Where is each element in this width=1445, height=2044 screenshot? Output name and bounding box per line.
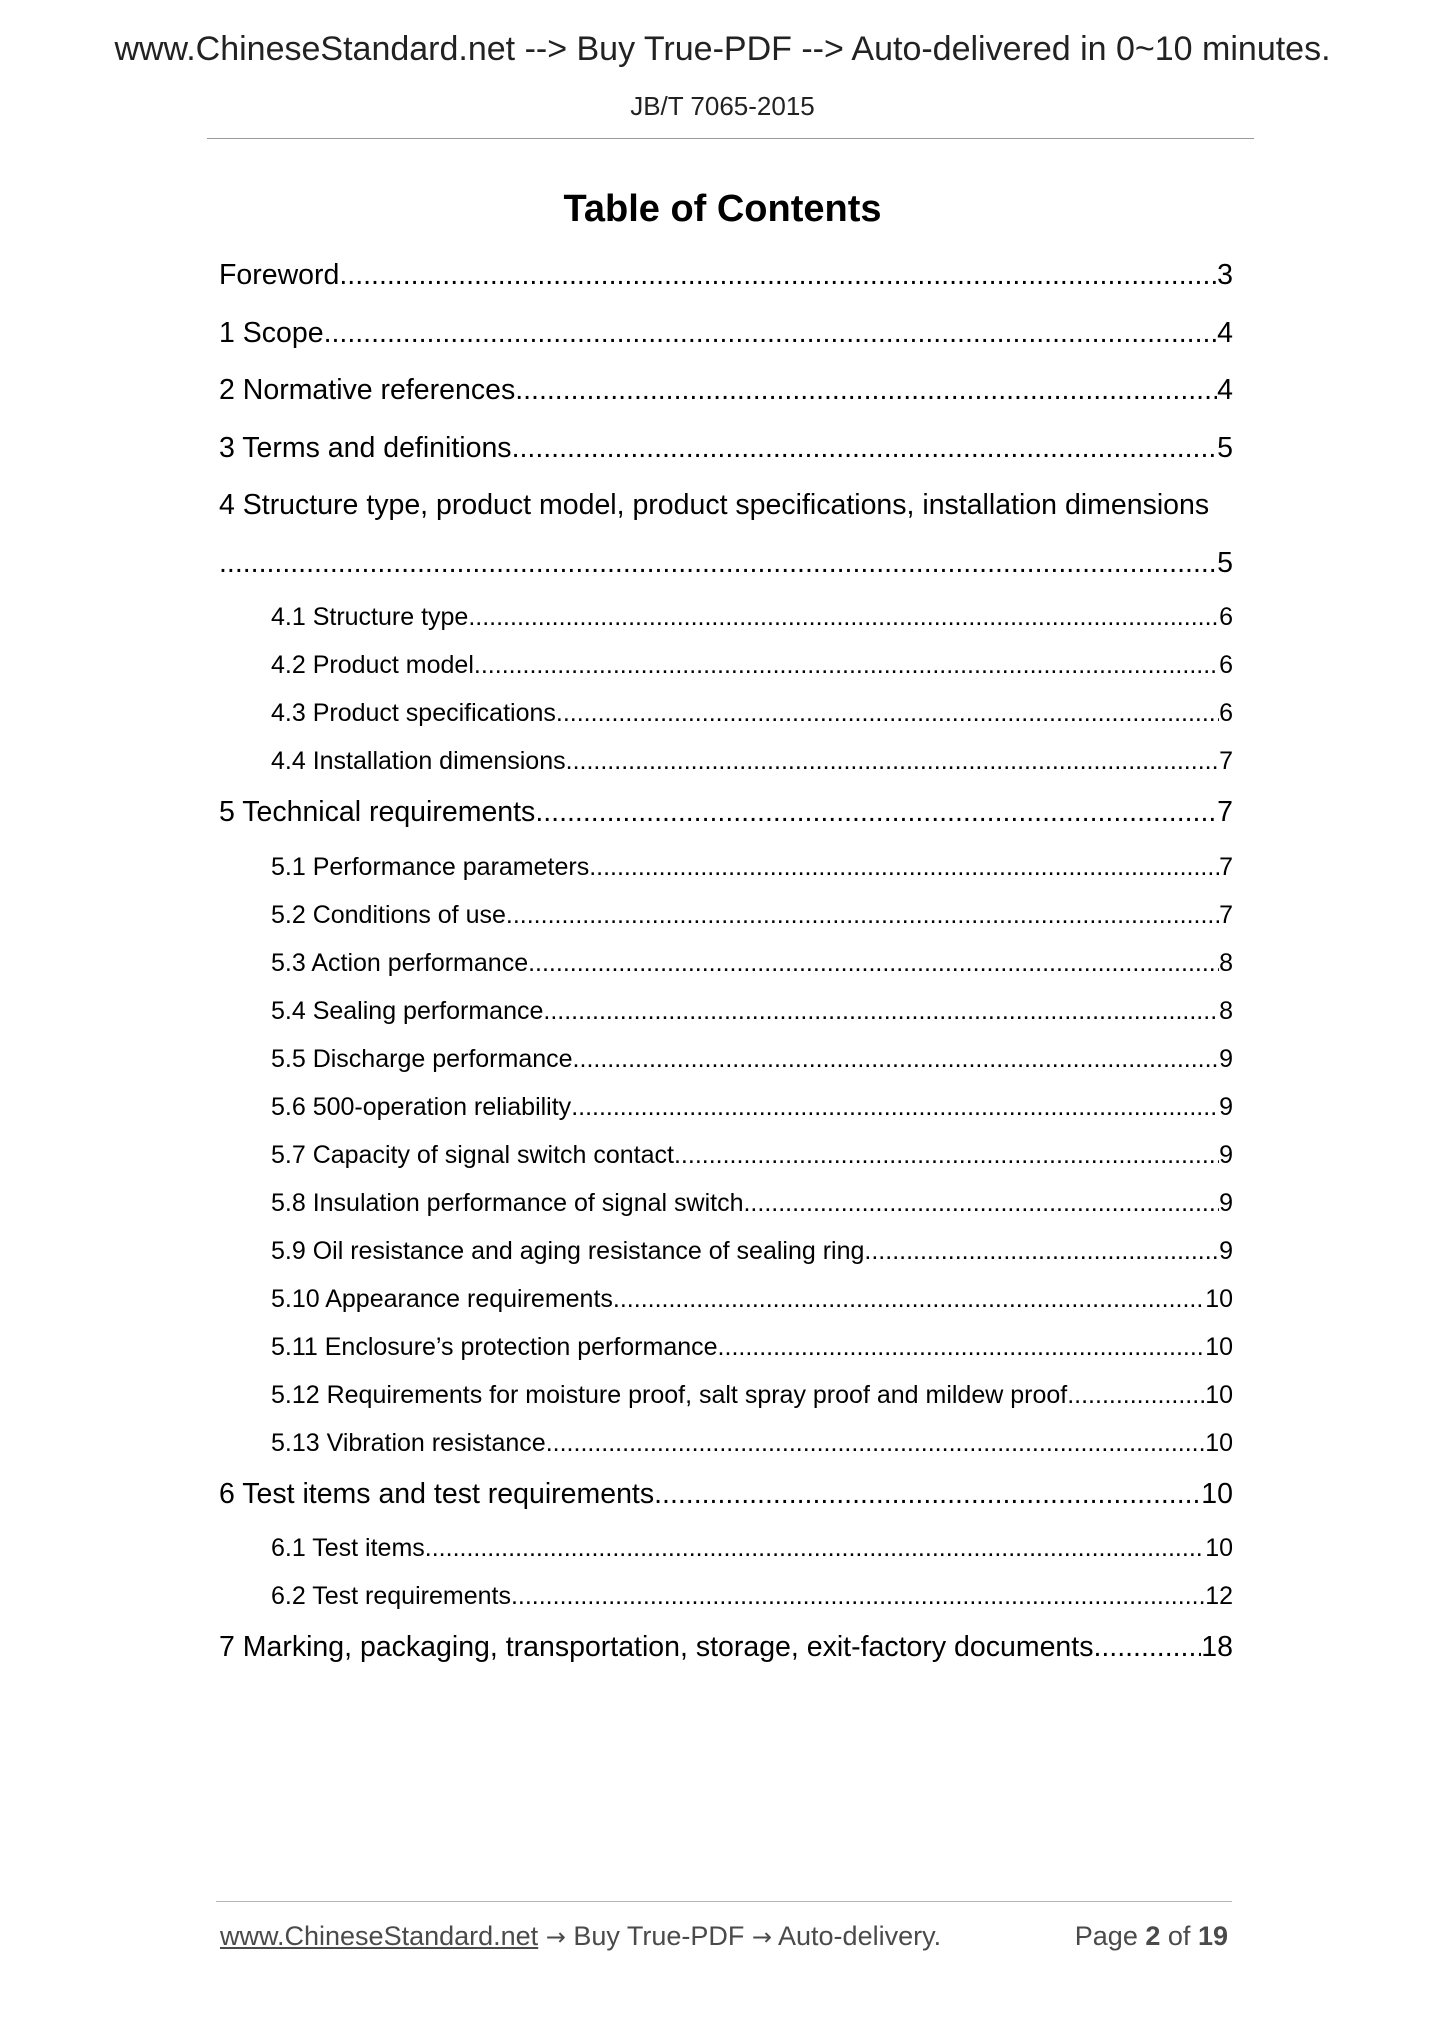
dot-leader <box>512 426 1218 470</box>
dot-leader <box>613 1280 1205 1318</box>
toc-entry-page: 9 <box>1219 1236 1233 1265</box>
header-divider <box>207 138 1254 139</box>
arrow-right-icon: → <box>751 1923 772 1951</box>
dot-leader <box>543 992 1219 1030</box>
toc-entry-page: 4 <box>1217 374 1233 406</box>
toc-entry-6-2[interactable] <box>219 1577 1233 1625</box>
toc-entry-label: 5.7 Capacity of signal switch contact <box>271 1140 674 1169</box>
toc-entry-page: 10 <box>1205 1332 1233 1361</box>
toc-entry-5-12[interactable] <box>219 1376 1233 1424</box>
toc-entry-label: 5.13 Vibration resistance <box>271 1428 546 1457</box>
toc-entry-label: Foreword <box>219 259 340 291</box>
dot-leader <box>718 1328 1206 1366</box>
toc-entry-page: 10 <box>1201 1477 1233 1510</box>
dot-leader <box>425 1529 1205 1567</box>
toc-entry-label: 5.4 Sealing performance <box>271 996 544 1025</box>
of-word: of <box>1167 1921 1191 1951</box>
toc-entry-page: 8 <box>1219 948 1233 977</box>
dot-leader <box>1093 1625 1201 1669</box>
dot-leader <box>535 790 1217 834</box>
document-code: JB/T 7065-2015 <box>630 91 815 121</box>
toc-entry-label: 3 Terms and definitions <box>219 431 512 464</box>
toc-entry-page: 9 <box>1219 1188 1233 1217</box>
footer-site-link[interactable]: www.ChineseStandard.net <box>220 1921 539 1951</box>
toc-entry-label: 6 Test items and test requirements <box>219 1477 655 1510</box>
toc-entry-page: 10 <box>1205 1380 1233 1409</box>
dot-leader <box>468 598 1219 636</box>
toc-entry-page: 4 <box>1217 316 1233 349</box>
toc-entry-5-11[interactable] <box>219 1328 1233 1376</box>
toc-entry-label: 6.1 Test items <box>271 1534 425 1562</box>
toc-entry-label: 5.6 500-operation reliability <box>271 1092 572 1121</box>
toc-entry-page: 5 <box>1217 546 1233 579</box>
toc-entry-structure-type-continuation[interactable] <box>219 541 1233 599</box>
dot-leader <box>571 1088 1219 1126</box>
dot-leader <box>511 1577 1205 1615</box>
toc-entry-4-3[interactable] <box>219 694 1233 742</box>
toc-entry-5-7[interactable] <box>219 1136 1233 1184</box>
toc-entry-page: 3 <box>1217 259 1233 291</box>
dot-leader <box>573 1040 1220 1078</box>
toc-entry-page: 9 <box>1219 1092 1233 1121</box>
toc-entry-5-10[interactable] <box>219 1280 1233 1328</box>
toc-entry-page: 10 <box>1205 1534 1233 1562</box>
toc-entry-foreword[interactable] <box>219 253 1233 311</box>
toc-entry-scope[interactable] <box>219 311 1233 369</box>
toc-entry-label: 5.3 Action performance <box>271 948 529 977</box>
toc-entry-label: 5.5 Discharge performance <box>271 1044 573 1073</box>
page-word: Page <box>1074 1921 1138 1951</box>
toc-entry-label: 4.1 Structure type <box>271 603 469 631</box>
toc-entry-page: 7 <box>1219 852 1233 881</box>
dot-leader <box>324 311 1218 355</box>
toc-entry-page: 9 <box>1219 1044 1233 1073</box>
toc-entry-4-2[interactable] <box>219 646 1233 694</box>
toc-entry-label: 7 Marking, packaging, transportation, storage, exit-factory documents <box>219 1631 1094 1663</box>
toc-entry-label: 5.11 Enclosure’s protection performance <box>271 1332 718 1361</box>
toc-entry-4-4[interactable] <box>219 742 1233 790</box>
toc-entry-label: 5 Technical requirements <box>219 796 536 828</box>
toc-entry-5-1[interactable] <box>219 848 1233 896</box>
toc-entry-label: 4.4 Installation dimensions <box>271 747 566 775</box>
dot-leader <box>674 1136 1219 1174</box>
page-current: 2 <box>1145 1921 1161 1951</box>
toc-entry-normative-references[interactable] <box>219 368 1233 426</box>
toc-entry-5-2[interactable] <box>219 896 1233 944</box>
dot-leader <box>556 694 1219 732</box>
toc-entry-label: 2 Normative references <box>219 374 516 406</box>
footer-delivery-text: Auto-delivery. <box>778 1921 942 1951</box>
toc-entry-page: 8 <box>1219 996 1233 1025</box>
toc-entry-5-3[interactable] <box>219 944 1233 992</box>
toc-entry-page: 9 <box>1219 1140 1233 1169</box>
toc-entry-label: 5.8 Insulation performance of signal switch <box>271 1188 744 1217</box>
page-number <box>1075 1921 1228 1952</box>
toc-entry-4-1[interactable] <box>219 598 1233 646</box>
page-total: 19 <box>1197 1921 1228 1951</box>
footer-promo <box>220 1921 941 1952</box>
toc-entry-5-8[interactable] <box>219 1184 1233 1232</box>
toc-entry-label: 5.9 Oil resistance and aging resistance of sealing ring <box>271 1236 865 1265</box>
toc-entry-page: 10 <box>1205 1428 1233 1457</box>
toc-entry-page: 6 <box>1219 603 1233 631</box>
dot-leader <box>515 368 1217 412</box>
toc-entry-5-4[interactable] <box>219 992 1233 1040</box>
dot-leader <box>506 896 1219 934</box>
dot-leader <box>864 1232 1219 1270</box>
dot-leader <box>528 944 1219 982</box>
dot-leader <box>546 1424 1205 1462</box>
toc-entry-test-items[interactable] <box>219 1472 1233 1530</box>
footer-buy-text: Buy True-PDF <box>573 1921 745 1951</box>
toc-entry-5-5[interactable] <box>219 1040 1233 1088</box>
toc-entry-page: 12 <box>1205 1582 1233 1610</box>
dot-leader <box>219 541 1217 585</box>
toc-entry-page: 10 <box>1205 1284 1233 1313</box>
toc-entry-page: 5 <box>1217 431 1233 464</box>
dot-leader <box>566 742 1219 780</box>
toc-entry-page: 6 <box>1219 651 1233 679</box>
toc-entry-label: 5.12 Requirements for moisture proof, salt spray proof and mildew proof <box>271 1380 1068 1409</box>
top-banner: www.ChineseStandard.net --> Buy True-PDF --> Auto-delivered in 0~10 minutes. <box>114 30 1331 68</box>
arrow-right-icon: → <box>545 1923 566 1951</box>
toc-entry-structure-type-label[interactable]: 4 Structure type, product model, product specifications, installation dimensions <box>219 489 1210 521</box>
dot-leader <box>1067 1376 1205 1414</box>
dot-leader <box>474 646 1219 684</box>
toc-entry-label: 1 Scope <box>219 316 324 349</box>
dot-leader <box>743 1184 1219 1222</box>
dot-leader <box>654 1472 1201 1516</box>
toc-entry-page: 7 <box>1217 796 1233 828</box>
toc-entry-label: 5.10 Appearance requirements <box>271 1284 613 1313</box>
footer-divider <box>216 1901 1232 1902</box>
toc-entry-label: 4.2 Product model <box>271 651 474 679</box>
toc-title: Table of Contents <box>563 188 882 230</box>
toc-entry-page: 18 <box>1201 1631 1233 1663</box>
toc-entry-technical-requirements[interactable] <box>219 790 1233 848</box>
toc-entry-page: 6 <box>1219 699 1233 727</box>
toc-entry-marking-packaging[interactable] <box>219 1625 1233 1683</box>
toc-entry-5-9[interactable] <box>219 1232 1233 1280</box>
toc-entry-page: 7 <box>1219 747 1233 775</box>
toc-entry-5-6[interactable] <box>219 1088 1233 1136</box>
toc-entry-terms-and-definitions[interactable] <box>219 426 1233 484</box>
toc-entry-6-1[interactable] <box>219 1529 1233 1577</box>
toc-entry-page: 7 <box>1219 900 1233 929</box>
dot-leader <box>589 848 1219 886</box>
toc-entry-label: 5.1 Performance parameters <box>271 852 590 881</box>
toc-entry-label: 4.3 Product specifications <box>271 699 556 727</box>
dot-leader <box>339 253 1217 297</box>
table-of-contents <box>219 253 1233 1683</box>
toc-entry-label: 6.2 Test requirements <box>271 1582 511 1610</box>
toc-entry-5-13[interactable] <box>219 1424 1233 1472</box>
toc-entry-label: 5.2 Conditions of use <box>271 900 506 929</box>
